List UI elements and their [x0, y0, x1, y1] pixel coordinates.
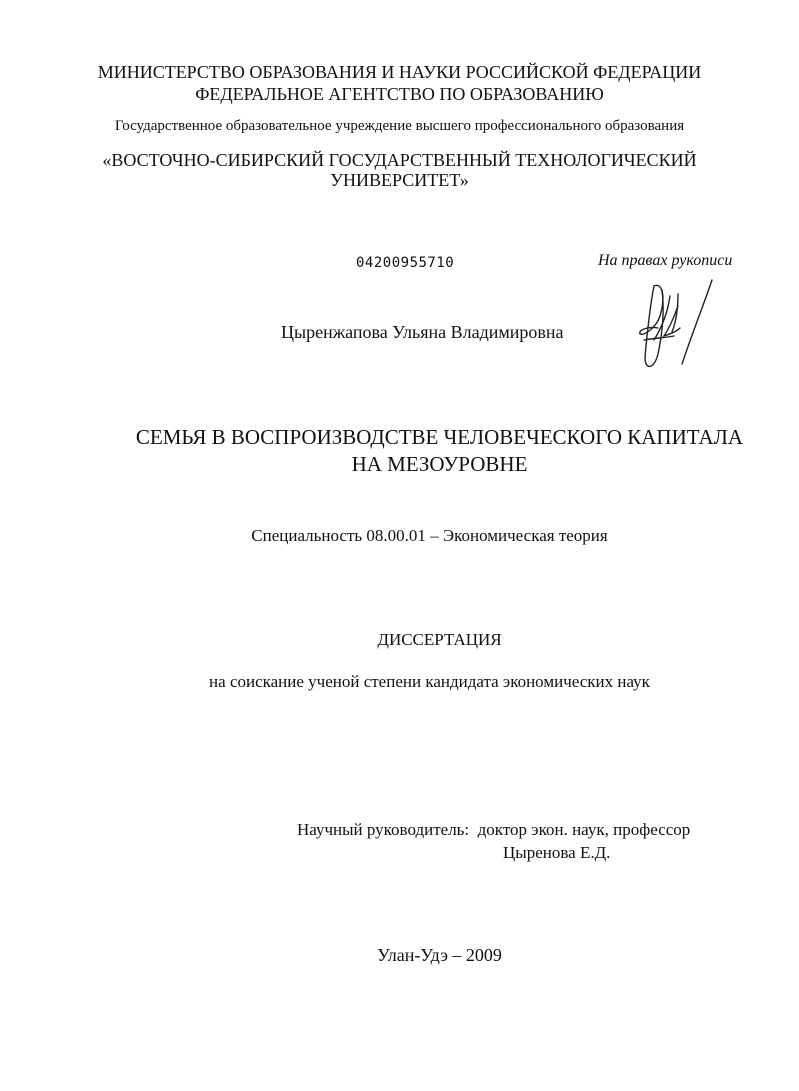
specialty: Специальность 08.00.01 – Экономическая теория	[251, 526, 608, 545]
manuscript-rights: На правах рукописи	[598, 252, 733, 269]
city-year: Улан-Удэ – 2009	[377, 945, 502, 965]
agency-heading: ФЕДЕРАЛЬНОЕ АГЕНТСТВО ПО ОБРАЗОВАНИЮ	[195, 84, 604, 104]
institution-type: Государственное образовательное учреждение высшего профессионального образования	[114, 118, 685, 134]
university-name-line2: УНИВЕРСИТЕТ»	[330, 170, 469, 190]
dissertation-title-line1: СЕМЬЯ В ВОСПРОИЗВОДСТВЕ ЧЕЛОВЕЧЕСКОГО КАПИТАЛА	[135, 425, 744, 449]
supervisor-label: Научный руководитель:	[297, 820, 470, 839]
supervisor-credentials: доктор экон. наук, профессор	[477, 820, 691, 839]
supervisor-name: Цыренова Е.Д.	[503, 843, 611, 862]
ministry-heading: МИНИСТЕРСТВО ОБРАЗОВАНИЯ И НАУКИ РОССИЙСКОЙ ФЕДЕРАЦИИ	[97, 62, 702, 82]
supervisor-line	[297, 820, 690, 840]
signature-icon	[634, 276, 724, 372]
document-type: ДИССЕРТАЦИЯ	[377, 630, 502, 649]
degree-line: на соискание ученой степени кандидата экономических наук	[209, 672, 650, 691]
dissertation-title-line2: НА МЕЗОУРОВНЕ	[351, 452, 528, 476]
university-name-line1: «ВОСТОЧНО-СИБИРСКИЙ ГОСУДАРСТВЕННЫЙ ТЕХНОЛОГИЧЕСКИЙ	[102, 150, 697, 170]
document-code: 04200955710	[356, 255, 455, 271]
author-name: Цыренжапова Ульяна Владимировна	[281, 322, 564, 342]
